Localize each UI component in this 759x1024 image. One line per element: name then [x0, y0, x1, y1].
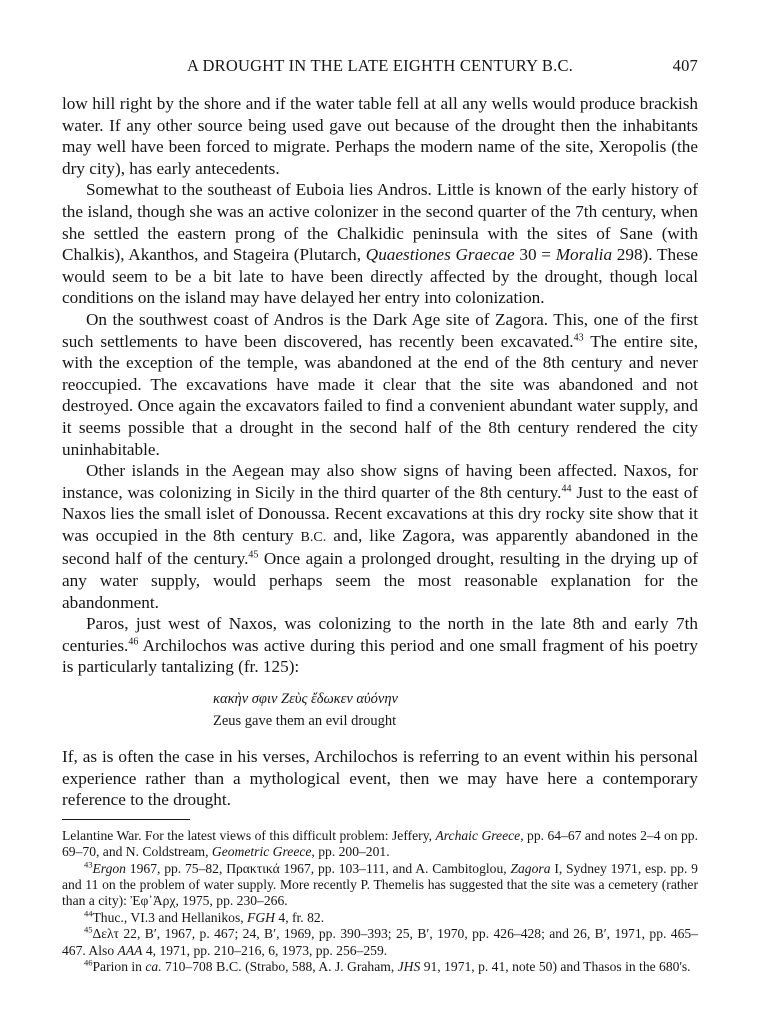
page	[62, 55, 698, 976]
verse-quotation	[213, 688, 698, 732]
footnote-continued: Lelantine War. For the latest views of this difficult problem: Jeffery, Archaic Greece, pp. 64–67 and notes 2–4 on pp. 69–70, and N. Coldstream, Geometric Greece, pp. 200–201.	[62, 827, 699, 860]
paragraph-3: On the southwest coast of Andros is the Dark Age site of Zagora. This, one of the first such settlements to have been discovered, has recently been excavated.$^{43}$ The entire site, with the exception of the temple, was abandoned at the end of the 8th century and never reoccupied. The excavations have made it clear that the site was abandoned and not destroyed. Once again the excavators failed to find a convenient abundant water supply, and it seems possible that a drought in the second half of the 8th century rendered the city uninhabitable.	[62, 309, 698, 459]
footnote-43: $^{43}$Ergon 1967, pp. 75–82, Πρακτικά 1967, pp. 103–111, and A. Cambitoglou, Zagora I, Sydney 1971, esp. pp. 9 and 11 on the problem of water supply. More recently P. Themelis has suggested that the site was a cemetery (rather than a city): Ἐφ᾽Ἀρχ, 1975, pp. 230–266.	[62, 859, 698, 909]
footnote-44: $^{44}$Thuc., VI.3 and Hellanikos, FGH 4, fr. 82.	[84, 908, 325, 925]
footnote-ref-45[interactable]: 45	[248, 549, 259, 561]
paragraph-4: Other islands in the Aegean may also show signs of having been affected. Naxos, for instance, was colonizing in Sicily in the third quarter of the 8th century.$^{44}$ Just to the east of Naxos lies the small islet of Donoussa. Recent excavations at this dry rocky site show that it was occupied in the 8th century B.C. and, like Zagora, was apparently abandoned in the second half of the century.$^{45}$ Once again a prolonged drought, resulting in the drying up of any water supply, would perhaps seem the most reasonable explanation for the abandonment.	[62, 461, 699, 612]
footnote-ref-43[interactable]: 43	[573, 331, 584, 343]
running-head	[62, 55, 698, 77]
footnote-ref-46[interactable]: 46	[128, 636, 139, 648]
paragraph-5: Paros, just west of Naxos, was colonizing to the north in the late 8th and early 7th centuries.$^{46}$ Archilochos was active during this period and one small fragment of his poetry is particularly tantalizing (fr. 125):	[62, 614, 698, 677]
verse-translation: Zeus gave them an evil drought	[213, 713, 397, 730]
footnote-ref-44[interactable]: 44	[561, 482, 572, 494]
footnote-46: $^{46}$Parion in ca. 710–708 B.C. (Strabo, 588, A. J. Graham, JHS 91, 1971, p. 41, note 50) and Thasos in the 680's.	[84, 957, 691, 976]
footnote-45: $^{45}$Δελτ 22, B′, 1967, p. 467; 24, B′, 1969, pp. 390–393; 25, B′, 1970, pp. 426–428; and 26, B′, 1971, pp. 465–467. Also AAA 4, 1971, pp. 210–216, 6, 1973, pp. 256–259.	[62, 924, 698, 958]
body-text	[62, 93, 698, 811]
paragraph-2: Somewhat to the southeast of Euboia lies Andros. Little is known of the early history of the island, though she was an active colonizer in the second quarter of the 7th century, when she settled the eastern prong of the Chalkidic peninsula with the sites of Sane (with Chalkis), Akanthos, and Stageira (Plutarch, Quaestiones Graecae 30 = Moralia 298). These would seem to be a bit late to have been directly affected by the drought, though local conditions on the island may have delayed her entry into colonization.	[62, 180, 699, 308]
paragraph-6: If, as is often the case in his verses, Archilochos is referring to an event within his personal experience rather than a mythological event, then we may have here a contemporary reference to the drought.	[62, 747, 698, 810]
footnote-divider	[62, 819, 190, 820]
footnotes	[62, 828, 698, 977]
greek-verse: κακὴν σφιν Ζεὺς ἔδωκεν αὐόνην	[213, 691, 398, 708]
page-number: 407	[672, 56, 698, 75]
running-head-title: A DROUGHT IN THE LATE EIGHTH CENTURY B.C.	[186, 56, 573, 75]
paragraph-1: low hill right by the shore and if the water table fell at all any wells would produce brackish water. If any other source being used gave out because of the drought then the inhabitants may well have been forced to migrate. Perhaps the modern name of the site, Xeropolis (the dry city), has early antecedents.	[62, 94, 698, 178]
